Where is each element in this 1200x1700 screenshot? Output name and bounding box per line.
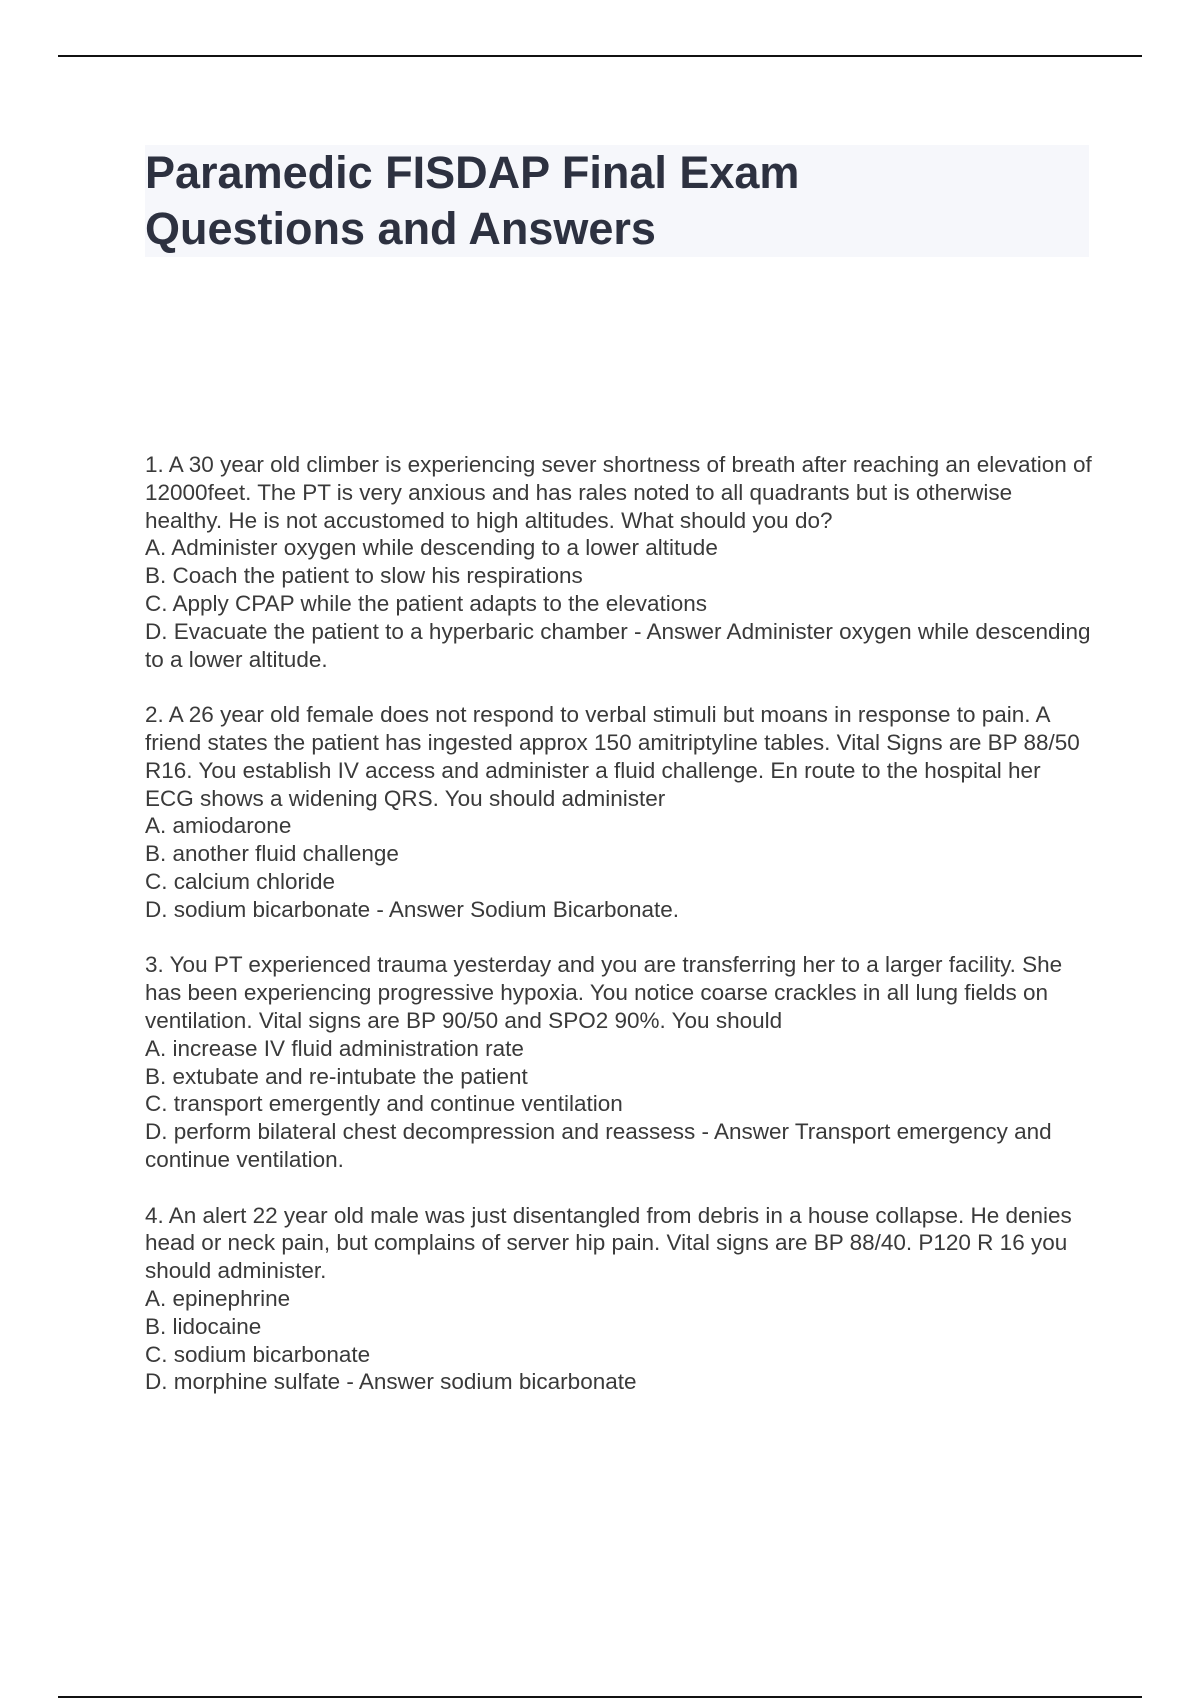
page-title xyxy=(145,145,1089,257)
title-line-2: Questions and Answers xyxy=(145,203,656,254)
questions-list xyxy=(145,451,1095,1424)
option-a: A. amiodarone xyxy=(145,813,292,839)
option-a: A. epinephrine xyxy=(145,1285,291,1311)
question-stem: 3. You PT experienced trauma yesterday and you are transferring her to a larger facility. She has been experiencing progressive hypoxia. You notice coarse crackles in all lung fields on ventilation. Vital signs are BP 90/50 and SPO2 90%. You should xyxy=(145,952,1063,1033)
question-stem: 4. An alert 22 year old male was just disentangled from debris in a house collapse. He denies head or neck pain, but complains of server hip pain. Vital signs are BP 88/40. P120 R 16 you should administer. xyxy=(145,1202,1072,1284)
question-3 xyxy=(145,951,1095,1173)
question-4 xyxy=(145,1202,1095,1397)
option-a: A. Administer oxygen while descending to a lower altitude xyxy=(145,535,718,561)
option-c: C. calcium chloride xyxy=(145,868,336,894)
option-d-with-answer: D. morphine sulfate - Answer sodium bicarbonate xyxy=(145,1369,637,1395)
bottom-rule xyxy=(58,1696,1142,1698)
question-stem: 2. A 26 year old female does not respond to verbal stimuli but moans in response to pain. A friend states the patient has ingested approx 150 amitriptyline tables. Vital Signs are BP 88/50 R16. You establish IV access and administer a fluid challenge. En route to the hospital her ECG shows a widening QRS. You should administer xyxy=(145,702,1080,811)
option-b: B. another fluid challenge xyxy=(145,841,399,867)
option-c: C. sodium bicarbonate xyxy=(145,1341,371,1367)
option-b: B. Coach the patient to slow his respirations xyxy=(145,563,583,589)
option-c: C. Apply CPAP while the patient adapts to the elevations xyxy=(145,590,708,616)
option-b: B. extubate and re-intubate the patient xyxy=(145,1063,528,1089)
option-a: A. increase IV fluid administration rate xyxy=(145,1035,524,1061)
option-c: C. transport emergently and continue ventilation xyxy=(145,1091,623,1117)
question-1 xyxy=(145,451,1095,673)
question-2 xyxy=(145,701,1095,923)
option-d-with-answer: D. perform bilateral chest decompression and reassess - Answer Transport emergency and continue ventilation. xyxy=(145,1119,1052,1172)
title-block xyxy=(145,145,1089,257)
question-stem: 1. A 30 year old climber is experiencing sever shortness of breath after reaching an elevation of 12000feet. The PT is very anxious and has rales noted to all quadrants but is otherwise healthy. He is not accustomed to high altitudes. What should you do? xyxy=(145,452,1092,533)
title-line-1: Paramedic FISDAP Final Exam xyxy=(145,147,800,198)
top-rule xyxy=(58,55,1142,57)
option-d-with-answer: D. sodium bicarbonate - Answer Sodium Bicarbonate. xyxy=(145,896,680,922)
option-b: B. lidocaine xyxy=(145,1313,262,1339)
option-d-with-answer: D. Evacuate the patient to a hyperbaric chamber - Answer Administer oxygen while descending to a lower altitude. xyxy=(145,618,1091,672)
